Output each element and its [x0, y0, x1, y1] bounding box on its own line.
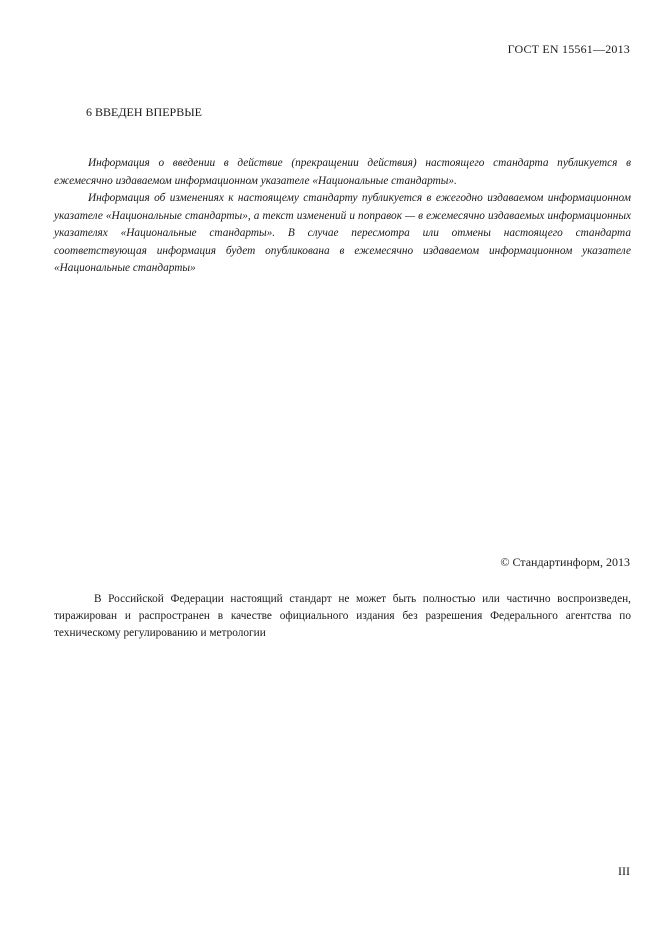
standard-code-header: ГОСТ EN 15561—2013 [507, 42, 630, 56]
section-heading: 6 ВВЕДЕН ВПЕРВЫЕ [86, 105, 202, 119]
page-number: III [618, 864, 630, 878]
info-paragraph-amendments: Информация об изменениях к настоящему стандарту публикуется в ежегодно издаваемом информационном указателе «Национальные стандарты», а текст изменений и поправок — в ежемесячно издаваемых информационных указателях «Национальные стандарты». В случае пересмотра или отмены настоящего стандарта соответствующая информация будет опубликована в ежемесячно издаваемом информационном указателе «Национальные стандарты» [54, 192, 631, 274]
publication-info-block [54, 155, 631, 278]
copyright-notice: © Стандартинформ, 2013 [500, 555, 630, 569]
info-paragraph-enactment: Информация о введении в действие (прекращении действия) настоящего стандарта публикуется в ежемесячно издаваемом информационном указателе «Национальные стандарты». [54, 157, 631, 187]
reproduction-legal-notice: В Российской Федерации настоящий стандарт не может быть полностью или частично воспроизведен, тиражирован и распространен в качестве официального издания без разрешения Федерального агентства по техническому регулированию и метрологии [54, 593, 631, 639]
